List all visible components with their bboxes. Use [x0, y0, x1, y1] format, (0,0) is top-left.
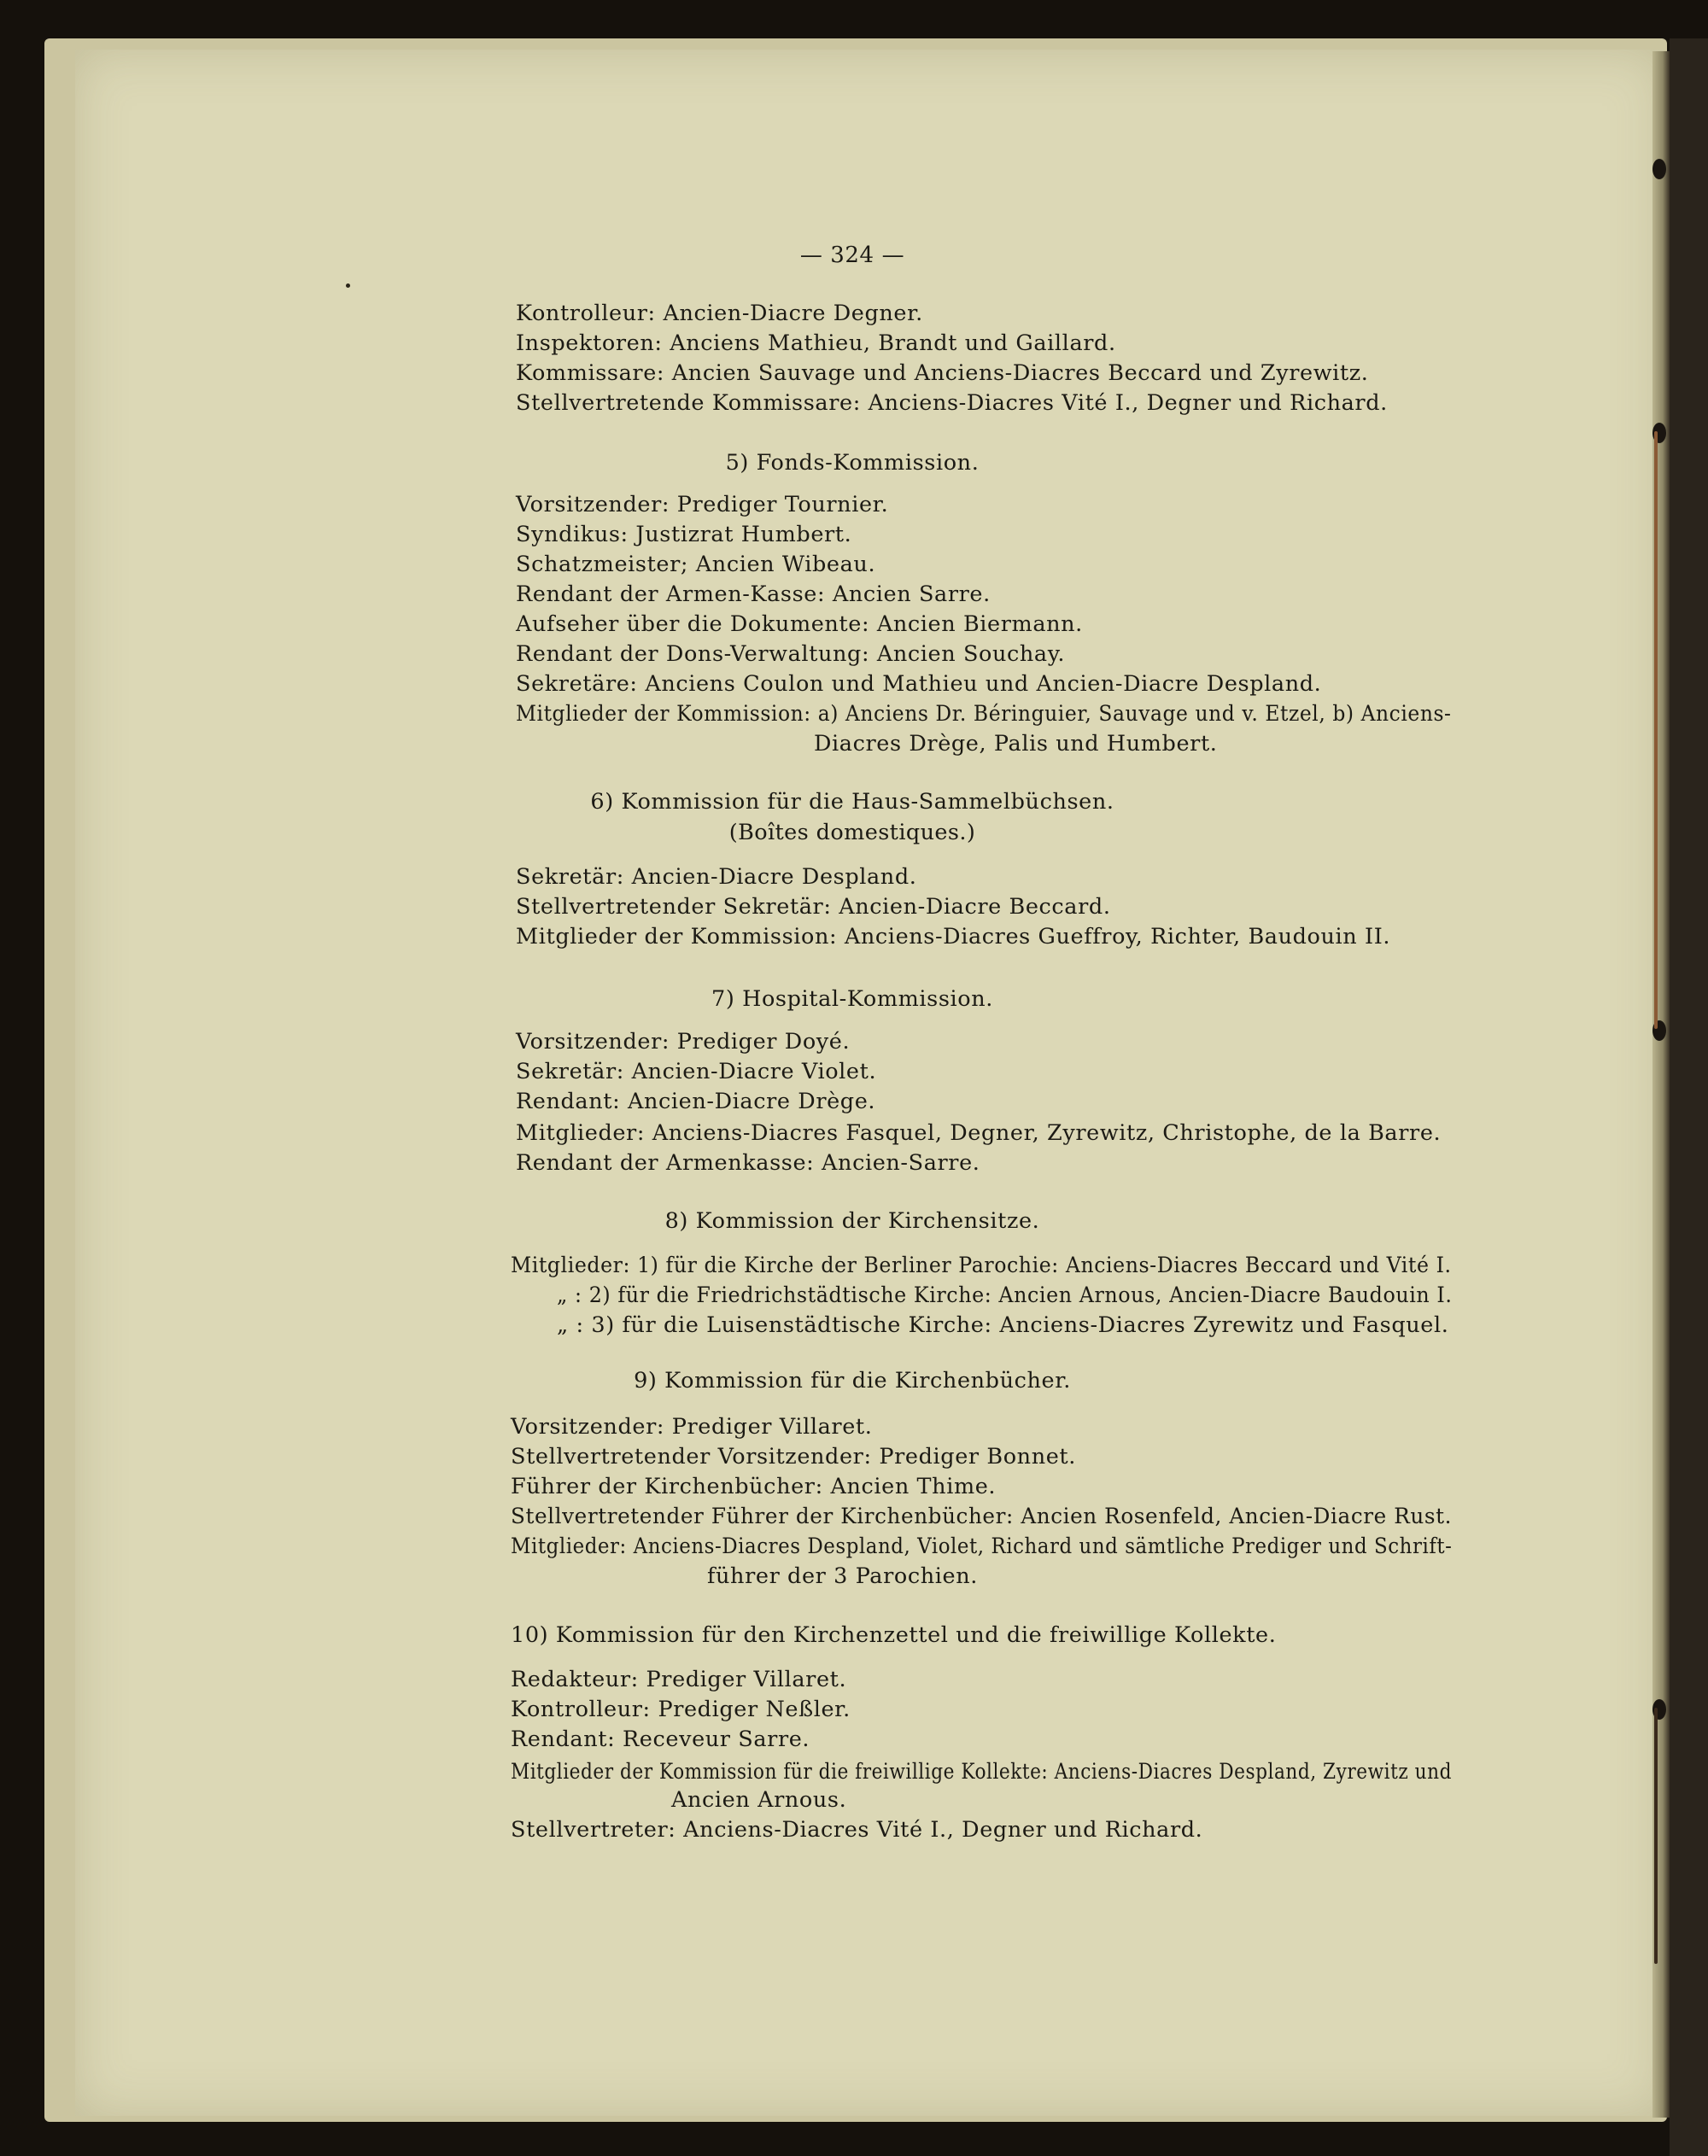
text-line: Mitglieder der Kommission: a) Anciens Dr. Béringuier, Sauvage und v. Etzel, b) Anciens-	[516, 701, 1452, 727]
text-line: Aufseher über die Dokumente: Ancien Biermann.	[516, 611, 1083, 637]
text-line: Stellvertretender Sekretär: Ancien-Diacre Beccard.	[516, 894, 1111, 920]
text-line: Mitglieder: 1) für die Kirche der Berliner Parochie: Anciens-Diacres Beccard und Vité I.	[511, 1253, 1452, 1278]
text-line: Stellvertretender Vorsitzender: Prediger Bonnet.	[511, 1444, 1076, 1469]
page-number: — 324 —	[799, 242, 905, 268]
text-line: Syndikus: Justizrat Humbert.	[516, 522, 852, 547]
text-line: Mitglieder: Anciens-Diacres Despland, Violet, Richard und sämtliche Prediger und Schrift-	[511, 1534, 1453, 1559]
text-line: Stellvertreter: Anciens-Diacres Vité I., Degner und Richard.	[511, 1817, 1203, 1843]
section-heading: 8) Kommission der Kirchensitze.	[664, 1208, 1040, 1234]
section-heading: 9) Kommission für die Kirchenbücher.	[634, 1368, 1071, 1394]
text-line: Mitglieder der Kommission für die freiwillige Kollekte: Anciens-Diacres Despland, Zyrewitz und	[511, 1759, 1452, 1785]
text-line: Sekretäre: Anciens Coulon und Mathieu und Ancien-Diacre Despland.	[516, 671, 1322, 697]
text-line: Stellvertretende Kommissare: Anciens-Diacres Vité I., Degner und Richard.	[516, 390, 1388, 416]
section-heading: 10) Kommission für den Kirchenzettel und die freiwillige Kollekte.	[511, 1622, 1277, 1648]
text-line: Vorsitzender: Prediger Doyé.	[516, 1029, 851, 1055]
text-line: Rendant: Receveur Sarre.	[511, 1727, 810, 1752]
text-line: Mitglieder der Kommission: Anciens-Diacres Gueffroy, Richter, Baudouin II.	[516, 924, 1391, 949]
text-line: Führer der Kirchenbücher: Ancien Thime.	[511, 1474, 997, 1499]
text-line: Vorsitzender: Prediger Tournier.	[516, 492, 889, 517]
text-line: „ : 3) für die Luisenstädtische Kirche: Anciens-Diacres Zyrewitz und Fasquel.	[557, 1312, 1449, 1338]
text-line: Rendant der Armen-Kasse: Ancien Sarre.	[516, 581, 991, 607]
text-line: Sekretär: Ancien-Diacre Despland.	[516, 864, 917, 890]
text-line: Ancien Arnous.	[671, 1787, 847, 1813]
text-line: Schatzmeister; Ancien Wibeau.	[516, 552, 876, 577]
text-line: Kontrolleur: Prediger Neßler.	[511, 1697, 851, 1722]
text-line: Rendant der Dons-Verwaltung: Ancien Souchay.	[516, 641, 1066, 667]
text-line: Redakteur: Prediger Villaret.	[511, 1667, 847, 1692]
text-line: führer der 3 Parochien.	[707, 1563, 978, 1589]
section-heading: 5) Fonds-Kommission.	[725, 450, 980, 476]
text-line: Rendant der Armenkasse: Ancien-Sarre.	[516, 1150, 980, 1176]
text-line: Mitglieder: Anciens-Diacres Fasquel, Degner, Zyrewitz, Christophe, de la Barre.	[516, 1120, 1442, 1146]
text-line: Kontrolleur: Ancien-Diacre Degner.	[516, 301, 923, 326]
section-heading: 6) Kommission für die Haus-Sammelbüchsen.	[590, 789, 1114, 815]
text-line: „ : 2) für die Friedrichstädtische Kirche: Ancien Arnous, Ancien-Diacre Baudouin I.	[557, 1282, 1453, 1308]
text-line: Kommissare: Ancien Sauvage und Anciens-Diacres Beccard und Zyrewitz.	[516, 360, 1369, 386]
text-line: Stellvertretender Führer der Kirchenbücher: Ancien Rosenfeld, Ancien-Diacre Rust.	[511, 1504, 1453, 1529]
text-line: Sekretär: Ancien-Diacre Violet.	[516, 1059, 877, 1084]
text-line: Rendant: Ancien-Diacre Drège.	[516, 1089, 876, 1114]
section-heading: 7) Hospital-Kommission.	[711, 986, 993, 1012]
text-line: Diacres Drège, Palis und Humbert.	[814, 731, 1218, 757]
text-line: Inspektoren: Anciens Mathieu, Brandt und Gaillard.	[516, 330, 1116, 356]
section-subheading: (Boîtes domestiques.)	[728, 820, 976, 845]
text-line: Vorsitzender: Prediger Villaret.	[511, 1414, 873, 1440]
